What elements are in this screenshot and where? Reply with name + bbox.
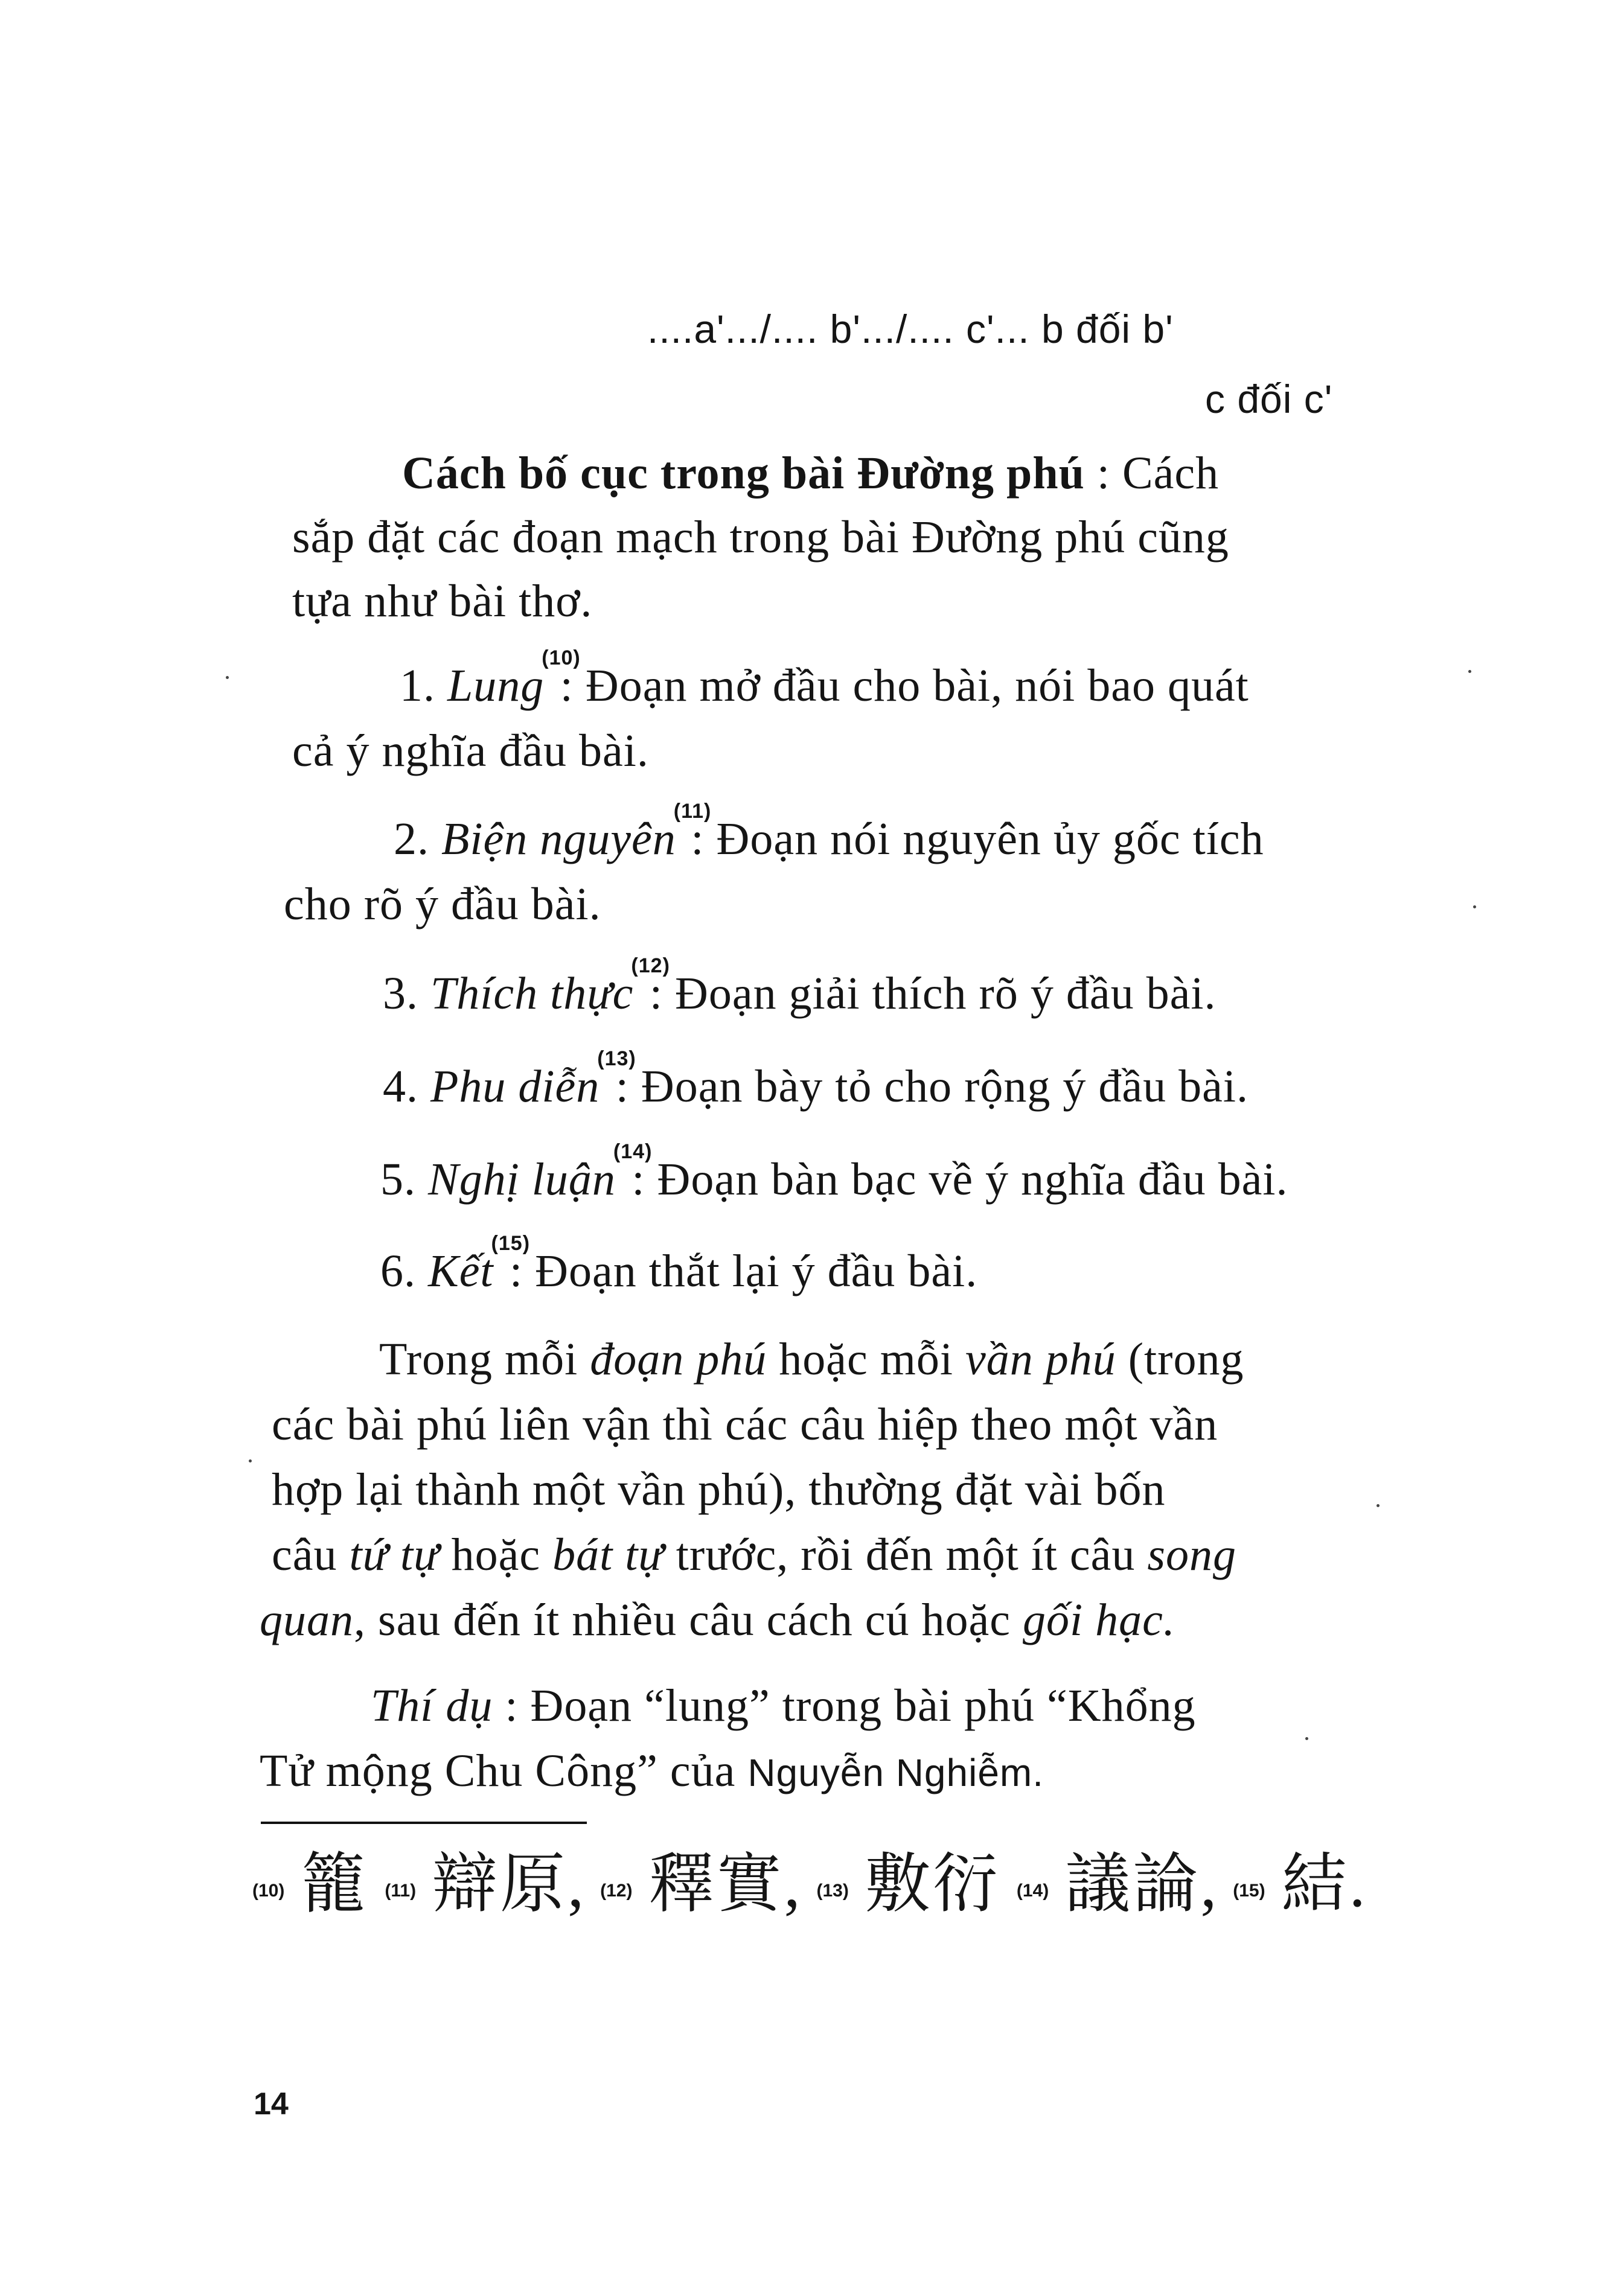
footnote-number: (14): [1016, 1881, 1049, 1901]
scan-speck: [1305, 1737, 1308, 1740]
list-item-2: [394, 800, 1264, 864]
paragraph-line: [260, 1597, 1175, 1643]
footnote-ref-10: (10): [542, 646, 581, 669]
term-van-phu: vần phú: [965, 1334, 1116, 1385]
footnote-sep: ,: [568, 1849, 584, 1921]
footnote-divider: [261, 1822, 587, 1824]
paragraph-line: [260, 1748, 1044, 1794]
list-number: 1.: [400, 660, 435, 711]
list-item-1: [400, 646, 1249, 711]
text-run: hoặc mỗi: [767, 1334, 965, 1385]
term-quan: quan: [260, 1595, 354, 1645]
text-run: : Đoạn “lung” trong bài phú “Khổng: [493, 1680, 1196, 1731]
scan-speck: [1377, 1504, 1380, 1507]
footnote-ref-14: (14): [613, 1140, 653, 1163]
item-text: : Đoạn bày tỏ cho rộng ý đầu bài.: [615, 1061, 1249, 1112]
list-number: 4.: [383, 1061, 418, 1112]
term-tu-tu: tứ tự: [349, 1529, 440, 1580]
footnote-number: (13): [816, 1881, 849, 1901]
paragraph-line: sắp đặt các đoạn mạch trong bài Đường phú cũng: [292, 512, 1229, 563]
rhyme-pattern-line-2: c đối c': [1205, 377, 1333, 421]
term-doan-phu: đoạn phú: [590, 1334, 767, 1385]
list-number: 5.: [380, 1154, 416, 1205]
footnote-ref-13: (13): [597, 1047, 636, 1070]
text-run: hoặc: [439, 1529, 553, 1580]
paragraph-line: [272, 1529, 1236, 1580]
page-number: 14: [254, 2087, 289, 2122]
term-goi-hac: gối hạc.: [1022, 1595, 1175, 1645]
list-number: 2.: [394, 814, 429, 864]
list-number: 6.: [380, 1246, 416, 1296]
text-run: trước, rồi đến một ít câu: [664, 1529, 1148, 1580]
footnote-number: (15): [1233, 1881, 1265, 1901]
footnote-number: (11): [385, 1881, 417, 1901]
paragraph-line: [371, 1680, 1196, 1731]
scan-speck: [226, 676, 229, 679]
term-thich-thuc: Thích thực: [430, 968, 634, 1019]
footnote-ref-15: (15): [491, 1232, 531, 1255]
text-run: (trong: [1116, 1334, 1244, 1385]
section-heading-line: [402, 448, 1220, 499]
footnote-han: 釋實: [648, 1846, 784, 1922]
term-bat-tu: bát tự: [552, 1529, 664, 1580]
footnote-sep: ,: [784, 1849, 801, 1921]
heading-continuation: : Cách: [1084, 448, 1220, 499]
text-run: , sau đến ít nhiều câu cách cú hoặc: [354, 1595, 1023, 1645]
footnote-ref-11: (11): [673, 800, 712, 823]
section-heading: Cách bố cục trong bài Đường phú: [402, 448, 1085, 499]
text-run: Tử mộng Chu Công” của: [260, 1746, 748, 1796]
footnote-han: 籠: [301, 1846, 369, 1922]
item-text: : Đoạn bàn bạc về ý nghĩa đầu bài.: [632, 1154, 1288, 1205]
list-item-2-continuation: cho rõ ý đầu bài.: [284, 879, 601, 930]
paragraph-line: tựa như bài thơ.: [292, 576, 593, 627]
term-bien-nguyen: Biện nguyên: [441, 814, 676, 864]
paragraph-line: các bài phú liên vận thì các câu hiệp theo một vần: [272, 1399, 1218, 1450]
term-thi-du: Thí dụ: [371, 1680, 493, 1731]
list-item-4: [383, 1047, 1249, 1112]
list-item-5: [380, 1140, 1288, 1205]
scan-speck: [1468, 670, 1471, 673]
term-phu-dien: Phu diễn: [430, 1061, 600, 1112]
scan-speck: [249, 1459, 252, 1462]
footnote-number: (12): [600, 1881, 633, 1901]
text-run: câu: [272, 1529, 350, 1580]
rhyme-pattern-line-1: ....a'.../.... b'.../.... c'... b đối b': [647, 307, 1174, 351]
term-nghi-luan: Nghị luận: [428, 1154, 616, 1205]
author-name: Nguyễn Nghiễm.: [747, 1751, 1044, 1794]
list-item-1-continuation: cả ý nghĩa đầu bài.: [292, 725, 649, 776]
footnote-han: 議論: [1065, 1846, 1201, 1922]
item-text: : Đoạn mở đầu cho bài, nói bao quát: [560, 660, 1249, 711]
item-text: : Đoạn nói nguyên ủy gốc tích: [691, 814, 1264, 864]
footnote-sep: ,: [1200, 1849, 1217, 1921]
list-number: 3.: [383, 968, 418, 1019]
paragraph-line: hợp lại thành một vần phú), thường đặt vài bốn: [272, 1464, 1166, 1515]
text-run: Trong mỗi: [379, 1334, 590, 1385]
footnotes: [252, 1846, 1366, 1922]
item-text: : Đoạn giải thích rõ ý đầu bài.: [649, 968, 1217, 1019]
footnote-han: 結: [1281, 1846, 1349, 1922]
footnote-sep: .: [1349, 1849, 1366, 1921]
footnote-number: (10): [252, 1881, 285, 1901]
paragraph-line: [379, 1334, 1244, 1385]
scan-speck: [1473, 905, 1476, 908]
footnote-han: 敷衍: [865, 1846, 1000, 1922]
term-ket: Kết: [428, 1246, 494, 1296]
term-lung: Lung: [447, 660, 545, 711]
term-song: song: [1147, 1529, 1236, 1580]
list-item-6: [380, 1232, 978, 1296]
list-item-3: [383, 954, 1217, 1019]
footnote-ref-12: (12): [631, 954, 670, 977]
footnote-han: 辯原: [432, 1846, 568, 1922]
item-text: : Đoạn thắt lại ý đầu bài.: [510, 1246, 978, 1296]
